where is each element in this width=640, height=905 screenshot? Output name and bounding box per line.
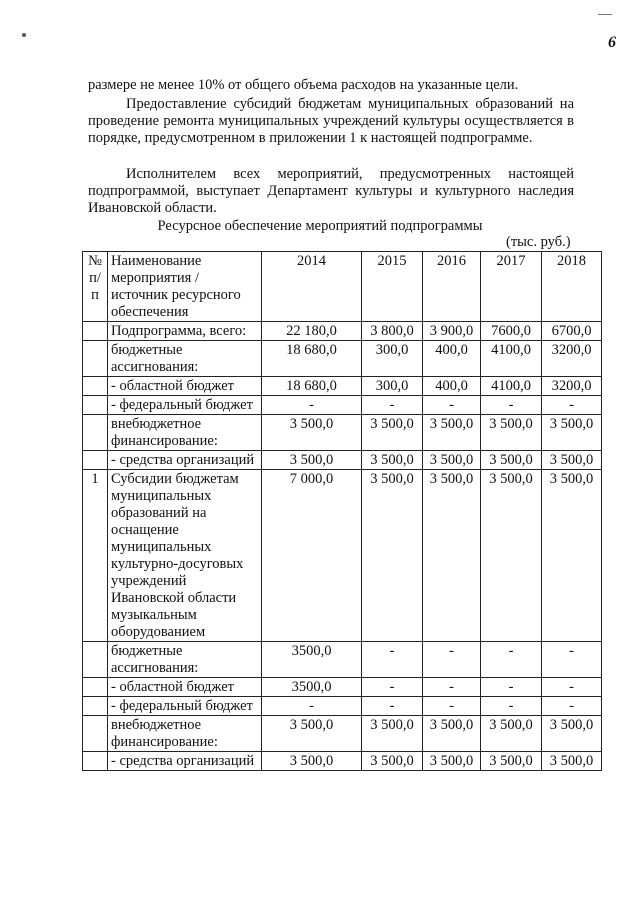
value-2016: - xyxy=(423,678,481,697)
value-2014: 3 500,0 xyxy=(262,451,362,470)
resource-table xyxy=(82,251,602,771)
value-2018: 3 500,0 xyxy=(542,716,602,752)
row-number xyxy=(83,415,108,451)
value-2015: 300,0 xyxy=(362,377,423,396)
value-2018: 3 500,0 xyxy=(542,752,602,771)
value-2016: 400,0 xyxy=(423,341,481,377)
value-2015: - xyxy=(362,678,423,697)
value-2017: 3 500,0 xyxy=(481,470,542,642)
value-2018: 3200,0 xyxy=(542,341,602,377)
table-row xyxy=(83,716,602,752)
row-name: - средства организаций xyxy=(108,451,262,470)
header-2017: 2017 xyxy=(481,252,542,322)
value-2016: 3 500,0 xyxy=(423,470,481,642)
table-units: (тыс. руб.) xyxy=(506,234,571,250)
value-2014: 22 180,0 xyxy=(262,322,362,341)
row-name: - федеральный бюджет xyxy=(108,396,262,415)
table-row xyxy=(83,396,602,415)
value-2014: 3500,0 xyxy=(262,678,362,697)
value-2014: 18 680,0 xyxy=(262,377,362,396)
table-row xyxy=(83,678,602,697)
value-2017: 4100,0 xyxy=(481,341,542,377)
value-2016: - xyxy=(423,396,481,415)
header-number: № п/п xyxy=(83,252,108,322)
header-2014: 2014 xyxy=(262,252,362,322)
scan-speck xyxy=(22,33,26,37)
row-name: Субсидии бюджетам муниципальных образований на оснащение муниципальных культурно-досуговых учреждений Ивановской области музыкальным оборудованием xyxy=(108,470,262,642)
header-2016: 2016 xyxy=(423,252,481,322)
value-2015: 3 500,0 xyxy=(362,752,423,771)
table-row xyxy=(83,642,602,678)
row-number xyxy=(83,642,108,678)
scan-mark xyxy=(598,14,612,15)
value-2017: 3 500,0 xyxy=(481,716,542,752)
page-number: 6 xyxy=(608,34,616,51)
value-2017: - xyxy=(481,678,542,697)
value-2014: 18 680,0 xyxy=(262,341,362,377)
row-name: бюджетные ассигнования: xyxy=(108,642,262,678)
paragraph-3: Исполнителем всех мероприятий, предусмотренных настоящей подпрограммой, выступает Департамент культуры и культурного наследия Ивановской области. xyxy=(88,166,574,216)
value-2018: 3 500,0 xyxy=(542,451,602,470)
row-number xyxy=(83,678,108,697)
row-name: - областной бюджет xyxy=(108,377,262,396)
value-2018: 3 500,0 xyxy=(542,415,602,451)
value-2017: 3 500,0 xyxy=(481,451,542,470)
row-number xyxy=(83,322,108,341)
value-2018: 6700,0 xyxy=(542,322,602,341)
value-2016: 400,0 xyxy=(423,377,481,396)
row-number xyxy=(83,396,108,415)
value-2016: - xyxy=(423,642,481,678)
value-2015: 3 500,0 xyxy=(362,415,423,451)
value-2018: - xyxy=(542,396,602,415)
table-caption: Ресурсное обеспечение мероприятий подпрограммы xyxy=(157,218,483,234)
table-row xyxy=(83,752,602,771)
table-header-row xyxy=(83,252,602,322)
value-2017: - xyxy=(481,642,542,678)
value-2018: 3 500,0 xyxy=(542,470,602,642)
value-2014: 3500,0 xyxy=(262,642,362,678)
value-2017: 3 500,0 xyxy=(481,752,542,771)
value-2015: 300,0 xyxy=(362,341,423,377)
value-2018: - xyxy=(542,697,602,716)
paragraph-1: размере не менее 10% от общего объема расходов на указанные цели. xyxy=(88,77,519,93)
value-2017: 3 500,0 xyxy=(481,415,542,451)
row-name: - федеральный бюджет xyxy=(108,697,262,716)
value-2014: - xyxy=(262,697,362,716)
value-2015: 3 800,0 xyxy=(362,322,423,341)
value-2016: 3 500,0 xyxy=(423,415,481,451)
header-2015: 2015 xyxy=(362,252,423,322)
table-row xyxy=(83,341,602,377)
paragraph-2: Предоставление субсидий бюджетам муниципальных образований на проведение ремонта муниципальных учреждений культуры осуществляется в порядке, предусмотренном в приложении 1 к настоящей подпрограмме. xyxy=(88,96,574,146)
value-2014: 3 500,0 xyxy=(262,415,362,451)
table-row xyxy=(83,322,602,341)
row-name: - областной бюджет xyxy=(108,678,262,697)
value-2017: 4100,0 xyxy=(481,377,542,396)
value-2017: 7600,0 xyxy=(481,322,542,341)
value-2016: 3 500,0 xyxy=(423,752,481,771)
value-2018: - xyxy=(542,642,602,678)
row-number: 1 xyxy=(83,470,108,642)
value-2014: - xyxy=(262,396,362,415)
value-2014: 7 000,0 xyxy=(262,470,362,642)
row-name: внебюджетное финансирование: xyxy=(108,415,262,451)
row-name: внебюджетное финансирование: xyxy=(108,716,262,752)
row-number xyxy=(83,451,108,470)
value-2014: 3 500,0 xyxy=(262,752,362,771)
header-2018: 2018 xyxy=(542,252,602,322)
value-2016: 3 500,0 xyxy=(423,716,481,752)
table-row xyxy=(83,415,602,451)
value-2016: 3 900,0 xyxy=(423,322,481,341)
value-2017: - xyxy=(481,697,542,716)
value-2014: 3 500,0 xyxy=(262,716,362,752)
value-2015: 3 500,0 xyxy=(362,470,423,642)
value-2018: - xyxy=(542,678,602,697)
header-name: Наименование мероприятия / источник ресурсного обеспечения xyxy=(108,252,262,322)
row-number xyxy=(83,377,108,396)
value-2015: - xyxy=(362,642,423,678)
value-2015: - xyxy=(362,396,423,415)
table-body xyxy=(83,322,602,771)
value-2017: - xyxy=(481,396,542,415)
value-2015: 3 500,0 xyxy=(362,451,423,470)
table-row xyxy=(83,470,602,642)
row-number xyxy=(83,697,108,716)
value-2016: 3 500,0 xyxy=(423,451,481,470)
table-row xyxy=(83,697,602,716)
table-row xyxy=(83,377,602,396)
value-2015: 3 500,0 xyxy=(362,716,423,752)
row-name: Подпрограмма, всего: xyxy=(108,322,262,341)
table-row xyxy=(83,451,602,470)
row-number xyxy=(83,716,108,752)
value-2015: - xyxy=(362,697,423,716)
row-name: - средства организаций xyxy=(108,752,262,771)
value-2018: 3200,0 xyxy=(542,377,602,396)
row-number xyxy=(83,341,108,377)
value-2016: - xyxy=(423,697,481,716)
row-number xyxy=(83,752,108,771)
row-name: бюджетные ассигнования: xyxy=(108,341,262,377)
